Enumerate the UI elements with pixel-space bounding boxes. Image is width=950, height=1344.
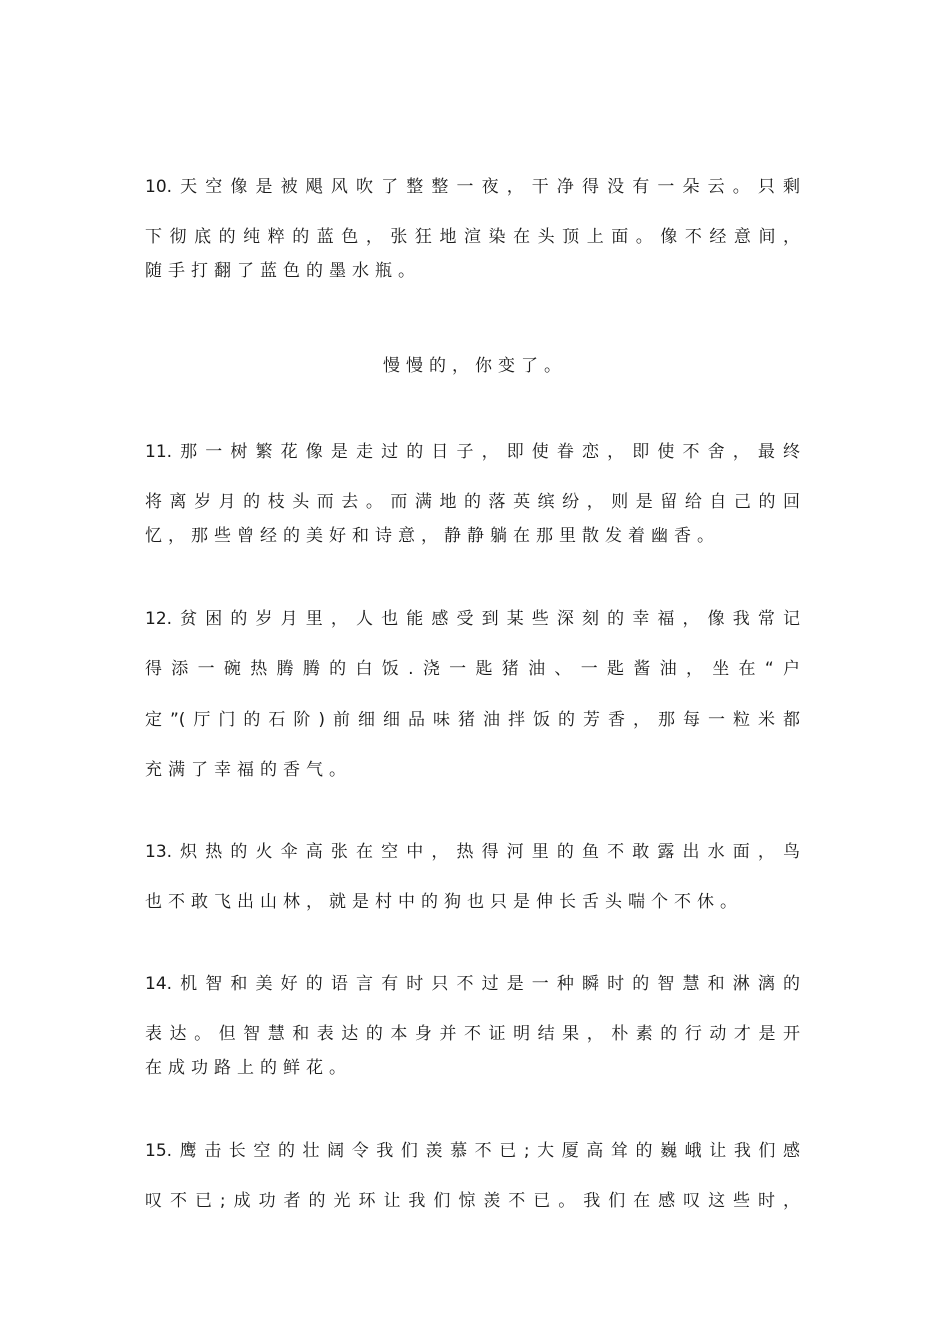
text-line: 充满了幸福的香气。 xyxy=(145,760,352,780)
text-line: 11.那一树繁花像是走过的日子，即使眷恋，即使不舍，最终 xyxy=(145,442,800,462)
text-line: 得添一碗热腾腾的白饭.浇一匙猪油、一匙酱油，坐在“户 xyxy=(145,659,800,679)
text-line: 定”(厅门的石阶)前细细品味猪油拌饭的芳香，那每一粒米都 xyxy=(145,710,800,730)
text-line: 在成功路上的鲜花。 xyxy=(145,1058,352,1078)
text-line: 叹不已;成功者的光环让我们惊羡不已。我们在感叹这些时， xyxy=(145,1191,800,1211)
text-line: 14.机智和美好的语言有时只不过是一种瞬时的智慧和淋漓的 xyxy=(145,974,800,994)
text-line: 将离岁月的枝头而去。而满地的落英缤纷，则是留给自己的回 xyxy=(145,492,800,512)
text-line: 慢慢的，你变了。 xyxy=(383,356,567,376)
text-line: 15.鹰击长空的壮阔令我们羡慕不已;大厦高耸的巍峨让我们感 xyxy=(145,1141,800,1161)
text-line: 下彻底的纯粹的蓝色，张狂地渲染在头顶上面。像不经意间， xyxy=(145,227,800,247)
text-line: 10.天空像是被飓风吹了整整一夜，干净得没有一朵云。只剩 xyxy=(145,177,800,197)
text-line: 表达。但智慧和表达的本身并不证明结果，朴素的行动才是开 xyxy=(145,1024,800,1044)
text-line: 忆，那些曾经的美好和诗意，静静躺在那里散发着幽香。 xyxy=(145,526,720,546)
text-line: 13.炽热的火伞高张在空中，热得河里的鱼不敢露出水面，鸟 xyxy=(145,842,800,862)
text-line: 也不敢飞出山林，就是村中的狗也只是伸长舌头喘个不休。 xyxy=(145,892,743,912)
text-line: 12.贫困的岁月里，人也能感受到某些深刻的幸福，像我常记 xyxy=(145,609,800,629)
text-line: 随手打翻了蓝色的墨水瓶。 xyxy=(145,261,421,281)
